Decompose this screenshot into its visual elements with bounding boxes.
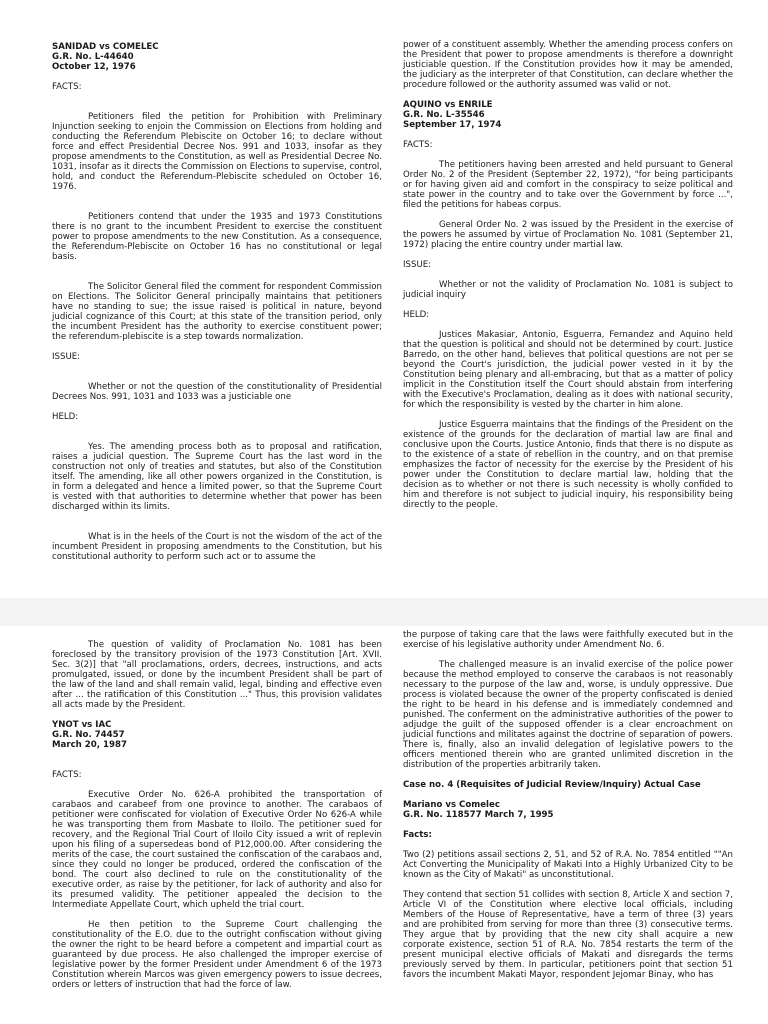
- page2-right-column: [403, 630, 733, 980]
- page1-right-column: [403, 40, 733, 510]
- case-grno: G.R. No. 118577 March 7, 1995: [403, 810, 554, 820]
- paragraph: power of a constituent assembly. Whether the amending process confers on the President that power to propose amendments is therefore a downright justiciable question. If the Constitution provides how it may be amended, the judiciary as the interpreter of that Constitution, can declare whether the procedure followed or the authority assumed was valid or not.: [403, 40, 733, 90]
- paragraph: Petitioners filed the petition for Prohibition with Preliminary Injunction seeking to enjoin the Commission on Elections from holding and conducting the Referendum Plebiscite on October 16; to declare without force and effect Presidential Decree Nos. 991 and 1033, insofar as they propose amendments to the Constitution, as well as Presidential Decree No. 1031, insofar as it directs the Commission on Elections to supervise, control, hold, and conduct the Referendum-Plebiscite scheduled on October 16, 1976.: [52, 112, 382, 192]
- issue-label: ISSUE:: [403, 260, 432, 270]
- facts-label: Facts:: [403, 830, 432, 840]
- paragraph: The challenged measure is an invalid exercise of the police power because the method employed to conserve the carabaos is not reasonably necessary to the purpose of the law and, worse, is unduly oppressive. Due process is violated because the owner of the property confiscated is denied the right to be heard in his defense and is immediately condemned and punished. The conferment on the administrative authorities of the power to adjudge the guilt of the supposed offender is a clear encroachment on judicial functions and militates against the doctrine of separation of powers. There is, finally, also an invalid delegation of legislative powers to the officers mentioned therein who are granted unlimited discretion in the distribution of the properties arbitrarily taken.: [403, 660, 733, 770]
- paragraph: Whether or not the validity of Proclamation No. 1081 is subject to judicial inquiry: [403, 280, 733, 300]
- case-title: AQUINO vs ENRILE: [403, 100, 493, 110]
- paragraph: The question of validity of Proclamation No. 1081 has been foreclosed by the transitory provision of the 1973 Constitution [Art. XVII. Sec. 3(2)] that "all proclamations, orders, decrees, instructions, and acts promulgated, issued, or done by the incumbent President shall be part of the law of the land and shall remain valid, legal, binding and effective even after ... the ratification of this Constitution ..." Thus, this provision validates all acts made by the President.: [52, 640, 382, 710]
- held-label: HELD:: [52, 412, 79, 422]
- facts-label: FACTS:: [52, 770, 82, 780]
- page1-left-column: [52, 42, 382, 562]
- paragraph: The petitioners having been arrested and held pursuant to General Order No. 2 of the President (September 22, 1972), "for being participants or for having given aid and comfort in the conspiracy to seize political and state power in the country and to take over the Government by force ...", filed the petitions for habeas corpus.: [403, 160, 733, 210]
- paragraph: The Solicitor General filed the comment for respondent Commission on Elections. The Solicitor General principally maintains that petitioners have no standing to sue; the issue raised is political in nature, beyond judicial cognizance of this Court; at this state of the transition period, only the incumbent President has the authority to exercise constituent power; the referendum-plebiscite is a step towards normalization.: [52, 282, 382, 342]
- case-date: September 17, 1974: [403, 120, 502, 130]
- paragraph: Justices Makasiar, Antonio, Esguerra, Fernandez and Aquino held that the question is political and should not be determined by court. Justice Barredo, on the other hand, believes that political questions are not per se beyond the Court's jurisdiction, the judicial power vested in it by the Constitution being plenary and all-embracing, but that as a matter of policy implicit in the Constitution itself the Court should abstain from interfering with the Executive's Proclamation, dealing as it does with national security, for which the responsibility is vested by the charter in him alone.: [403, 330, 733, 410]
- facts-label: FACTS:: [52, 82, 82, 92]
- case-title: SANIDAD vs COMELEC: [52, 42, 159, 52]
- paragraph: Petitioners contend that under the 1935 and 1973 Constitutions there is no grant to the incumbent President to exercise the constituent power to propose amendments to the new Constitution. As a consequence, the Referendum-Plebiscite on October 16 has no constitutional or legal basis.: [52, 212, 382, 262]
- paragraph: the purpose of taking care that the laws were faithfully executed but in the exercise of his legislative authority under Amendment No. 6.: [403, 630, 733, 650]
- case-grno: G.R. No. L-35546: [403, 110, 485, 120]
- paragraph: Whether or not the question of the constitutionality of Presidential Decrees Nos. 991, 1031 and 1033 was a justiciable one: [52, 382, 382, 402]
- case-grno: G.R. No. L-44640: [52, 52, 134, 62]
- paragraph: What is in the heels of the Court is not the wisdom of the act of the incumbent President in proposing amendments to the Constitution, but his constitutional authority to perform such act or to assume the: [52, 532, 382, 562]
- case-date: March 20, 1987: [52, 740, 127, 750]
- case-date: October 12, 1976: [52, 62, 136, 72]
- case-grno: G.R. No. 74457: [52, 730, 125, 740]
- case-heading: Case no. 4 (Requisites of Judicial Review/Inquiry) Actual Case: [403, 780, 701, 790]
- page-separator: [0, 598, 768, 626]
- paragraph: Yes. The amending process both as to proposal and ratification, raises a judicial question. The Supreme Court has the last word in the construction not only of treaties and statutes, but also of the Constitution itself. The amending, like all other powers organized in the Constitution, is in form a delegated and hence a limited power, so that the Supreme Court is vested with that authorities to determine whether that power has been discharged within its limits.: [52, 442, 382, 512]
- paragraph: Executive Order No. 626-A prohibited the transportation of carabaos and carabeef from one province to another. The carabaos of petitioner were confiscated for violation of Executive Order No 626-A while he was transporting them from Masbate to Iloilo. The petitioner sued for recovery, and the Regional Trial Court of Iloilo City issued a writ of replevin upon his filing of a supersedeas bond of P12,000.00. After considering the merits of the case, the court sustained the confiscation of the carabaos and, since they could no longer be produced, ordered the confiscation of the bond. The court also declined to rule on the constitutionality of the executive order, as raise by the petitioner, for lack of authority and also for its presumed validity. The petitioner appealed the decision to the Intermediate Appellate Court, which upheld the trial court.: [52, 790, 382, 910]
- paragraph: Two (2) petitions assail sections 2, 51, and 52 of R.A. No. 7854 entitled ""An Act Converting the Municipality of Makati Into a Highly Urbanized City to be known as the City of Makati" as unconstitutional.: [403, 850, 733, 880]
- case-title: Mariano vs Comelec: [403, 800, 500, 810]
- page2-left-column: [52, 640, 382, 990]
- issue-label: ISSUE:: [52, 352, 81, 362]
- paragraph: They contend that section 51 collides with section 8, Article X and section 7, Article VI of the Constitution where elective local officials, including Members of the House of Representative, have a term of three (3) years and are prohibited from serving for more than three (3) consecutive terms. They argue that by providing that the new city shall acquire a new corporate existence, section 51 of R.A. No. 7854 restarts the term of the present municipal elective officials of Makati and disregards the terms previously served by them. In particular, petitioners point that section 51 favors the incumbent Makati Mayor, respondent Jejomar Binay, who has: [403, 890, 733, 980]
- case-title: YNOT vs IAC: [52, 720, 112, 730]
- held-label: HELD:: [403, 310, 430, 320]
- paragraph: General Order No. 2 was issued by the President in the exercise of the powers he assumed by virtue of Proclamation No. 1081 (September 21, 1972) placing the entire country under martial law.: [403, 220, 733, 250]
- paragraph: Justice Esguerra maintains that the findings of the President on the existence of the grounds for the declaration of martial law are final and conclusive upon the Courts. Justice Antonio, finds that there is no dispute as to the existence of a state of rebellion in the country, and on that premise emphasizes the factor of necessity for the exercise by the President of his power under the Constitution to declare martial law, holding that the decision as to whether or not there is such necessity is wholly confided to him and therefore is not subject to judicial inquiry, his responsibility being directly to the people.: [403, 420, 733, 510]
- page-2: [0, 626, 768, 1024]
- paragraph: He then petition to the Supreme Court challenging the constitutionality of the E.O. due to the outright confiscation without giving the owner the right to be heard before a competent and impartial court as guaranteed by due process. He also challenged the improper exercise of legislative power by the former President under Amendment 6 of the 1973 Constitution wherein Marcos was given emergency powers to issue decrees, orders or letters of instruction that had the force of law.: [52, 920, 382, 990]
- facts-label: FACTS:: [403, 140, 433, 150]
